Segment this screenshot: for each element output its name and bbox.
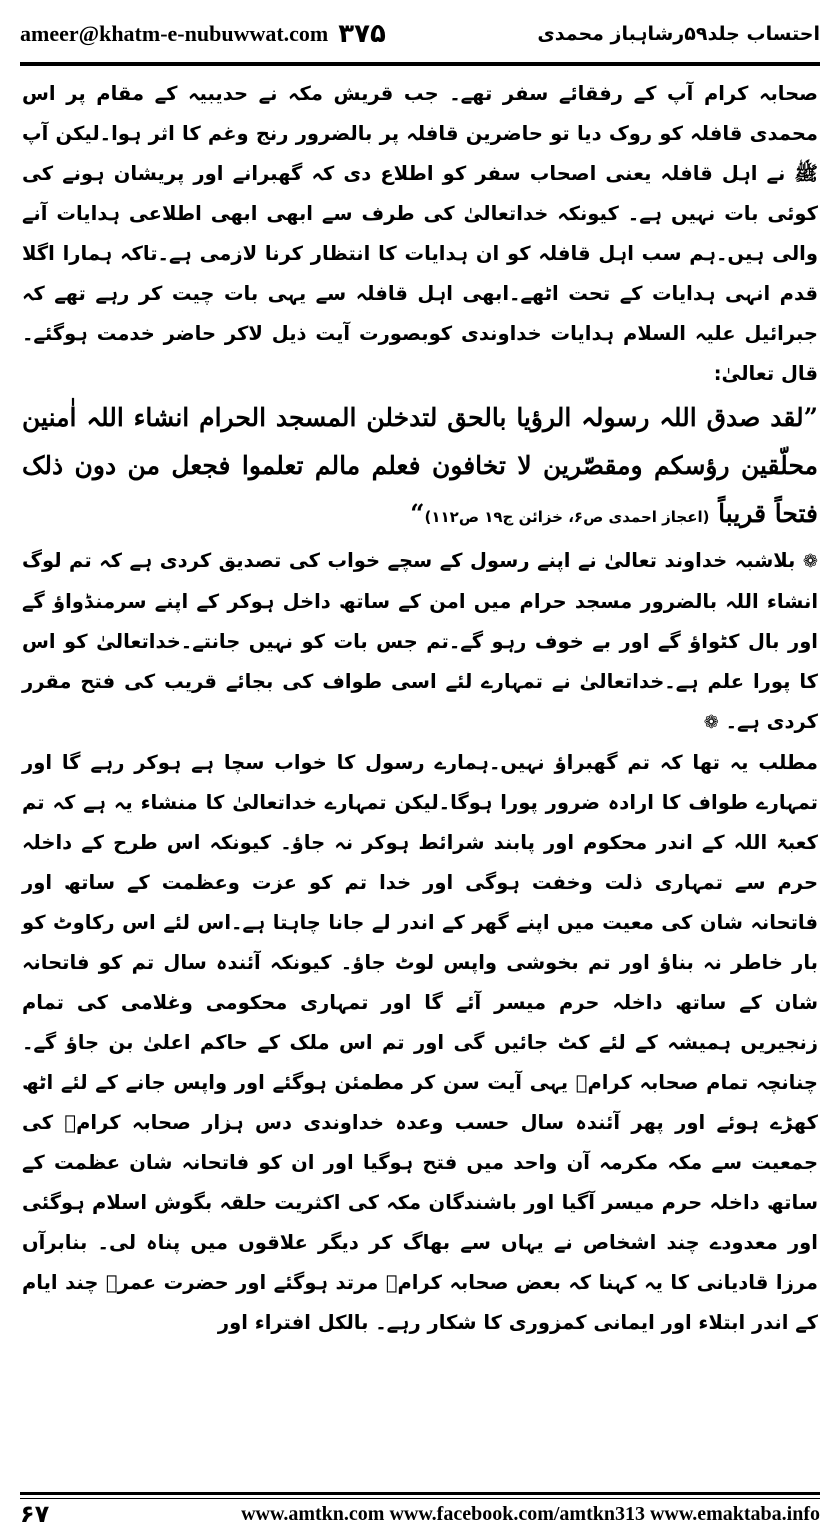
footer-divider-thin (20, 1498, 820, 1499)
header-left (20, 19, 386, 49)
footer-divider (20, 1492, 820, 1495)
verse-text: لقد صدق اللہ رسولہ الرؤیا بالحق لتدخلن المسجد الحرام انشاء اللہ اٰمنین محلّقین رؤسکم ومقصّرین لا تخافون فعلم مالم تعلموا فجعل من دون ذلک فتحاً قریباً (22, 403, 818, 528)
body-paragraph: صحابہ کرام آپ کے رفقائے سفر تھے۔ جب قریش مکہ نے حدیبیہ کے مقام پر اس محمدی قافلہ کو روک دیا تو حاضرین قافلہ پر بالضرور رنج وغم کا اثر ہوا۔لیکن آپ ﷺ نے اہل قافلہ یعنی اصحاب سفر کو اطلاع دی کہ گھبرانے اور پریشان ہونے کی کوئی بات نہیں ہے۔ کیونکہ خداتعالیٰ کی طرف سے ابھی ابھی اطلاعی ہدایات آنے والی ہیں۔ہم سب اہل قافلہ کو ان ہدایات کا انتظار کرنا لازمی ہے۔تاکہ ہمارا اگلا قدم انہی ہدایات کے تحت اٹھے۔ابھی اہل قافلہ سے یہی بات چیت کر رہے تھے کہ جبرائیل علیہ السلام ہدایات خداوندی کوبصورت آیت ذیل لاکر حاضر خدمت ہوگئے۔قال تعالیٰ: (22, 82, 818, 385)
body-paragraph: مطلب یہ تھا کہ تم گھبراؤ نہیں۔ہمارے رسول کا خواب سچا ہے ہوکر رہے گا اور تمہارے طواف کا ارادہ ضرور پورا ہوگا۔لیکن تمہارے خداتعالیٰ کا منشاء یہ ہے کہ تم کعبۃ اللہ کے اندر محکوم اور پابند شرائط ہوکر نہ جاؤ۔ کیونکہ اس طرح کے داخلہ حرم سے تمہاری ذلت وخفت ہوگی اور خدا تم کو عزت وعظمت کے ساتھ اور فاتحانہ شان کی معیت میں اپنے گھر کے اندر لے جانا چاہتا ہے۔اس لئے اس رکاوٹ کو بار خاطر نہ بناؤ اور تم بخوشی واپس لوٹ جاؤ۔ کیونکہ آئندہ سال تم کو فاتحانہ شان کے ساتھ داخلہ حرم میسر آئے گا اور تمہاری محکومی وغلامی کی تمام زنجیریں ہمیشہ کے لئے کٹ جائیں گی اور تم اس ملک کے حاکم اعلیٰ بن جاؤ گے۔ چنانچہ تمام صحابہ کرامؓ یہی آیت سن کر مطمئن ہوگئے اور واپس جانے کے لئے اٹھ کھڑے ہوئے اور پھر آئندہ سال حسب وعدہ خداوندی دس ہزار صحابہ کرامؓ کی جمعیت سے مکہ مکرمہ آن واحد میں فتح ہوگیا اور ان کو فاتحانہ شان عظمت کے ساتھ داخلہ حرم میسر آگیا اور باشندگان مکہ کی اکثریت حلقہ بگوش اسلام ہوگئی اور معدودے چند اشخاص نے یہاں سے بھاگ کر دیگر علاقوں میں پناہ لی۔ بنابرآں مرزا قادیانی کا یہ کہنا کہ بعض صحابہ کرامؓ مرتد ہوگئے اور حضرت عمرؓ چند ایام کے اندر ابتلاء اور ایمانی کمزوری کا شکار رہے۔ بالکل افتراء اور (22, 751, 818, 1334)
page-body (22, 74, 818, 1474)
ornament-start-icon: ❁ (802, 551, 818, 572)
footer-page-index: ۶۷ (20, 1500, 50, 1528)
footer-urls[interactable]: www.amtkn.com www.facebook.com/amtkn313 www.emaktaba.info (241, 1503, 820, 1525)
verse-reference: (اعجاز احمدی ص۶، خزائن ج۱۹ ص۱۱۲) (424, 508, 710, 526)
ornament-end-icon: ❁ (703, 712, 719, 733)
verse-translation-block (22, 541, 818, 743)
quote-close-mark: “ (410, 499, 425, 528)
header-divider (20, 62, 820, 66)
page-header (20, 12, 820, 56)
page-footer (20, 1488, 820, 1540)
quote-open-mark: ” (803, 403, 818, 432)
quranic-verse (22, 394, 818, 541)
header-email[interactable]: ameer@khatm-e-nubuwwat.com (20, 21, 329, 46)
verse-translation: بلاشبہ خداوند تعالیٰ نے اپنے رسول کے سچے خواب کی تصدیق کردی ہے کہ تم لوگ انشاء اللہ بالضرور مسجد حرام میں امن کے ساتھ داخل ہوکر کے اپنے سرمنڈواؤ گے اور بال کٹواؤ گے اور بے خوف رہو گے۔تم جس بات کو نہیں جانتے۔خداتعالیٰ کو اس کا پورا علم ہے۔خداتعالیٰ نے تمہارے لئے اسی طواف کی بجائے قریب کی فتح مقرر کردی ہے۔ (22, 549, 818, 733)
header-page-number: ۳۷۵ (338, 19, 386, 49)
header-running-title: احتساب جلد۵۹رشاہباز محمدی (537, 23, 820, 45)
